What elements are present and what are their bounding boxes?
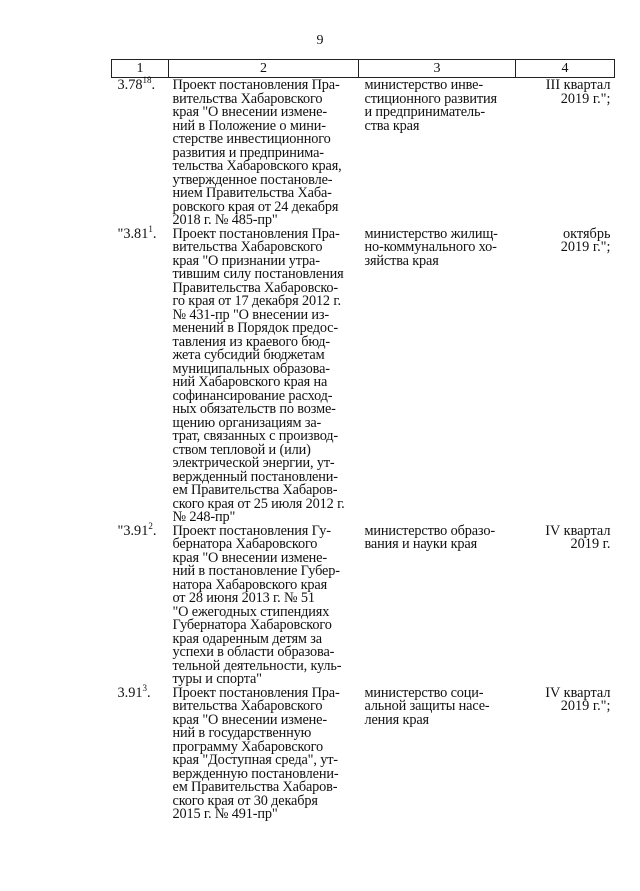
text-line: 2019 г.";: [560, 239, 611, 255]
text-line: IV квартал: [545, 522, 611, 539]
text-line: зяйства края: [364, 252, 439, 269]
text-line: № 431-пр "О внесении из-: [172, 306, 329, 323]
column-header-1: 1: [112, 60, 169, 78]
text-line: ского края от 30 декабря: [172, 792, 318, 809]
item-number: "3.81$^1$.: [117, 223, 157, 242]
table-row: [112, 78, 615, 228]
text-line: трат, связанных с производ-: [172, 428, 339, 444]
item-description: [169, 684, 359, 837]
text-line: щению организациям за-: [172, 414, 322, 431]
text-line: тившим силу постановления: [172, 266, 344, 282]
text-line: ний Хабаровского края на: [172, 374, 328, 390]
text-line: софинансирование расход-: [172, 387, 333, 404]
text-line: ний в постановление Губер-: [172, 563, 340, 579]
text-line: тельства Хабаровского края,: [172, 158, 342, 174]
text-line: вительства Хабаровского: [172, 239, 323, 255]
item-description: [169, 78, 359, 228]
text-line: края "Доступная среда", ут-: [172, 752, 338, 768]
text-line: края "О внесении измене-: [172, 711, 327, 728]
text-line: менений в Порядок предос-: [172, 320, 338, 336]
item-deadline: [516, 225, 615, 525]
item-department: [359, 78, 516, 228]
column-header-2: 2: [169, 60, 359, 78]
text-line: туры и спорта": [172, 671, 262, 687]
text-line: нием Правительства Хаба-: [172, 185, 332, 201]
text-line: от 28 июня 2013 г. № 51: [172, 590, 315, 606]
text-line: министерство инве-: [364, 77, 483, 93]
text-line: ством тепловой и (или): [172, 441, 311, 458]
text-line: стерстве инвестиционного: [172, 131, 331, 147]
text-line: натора Хабаровского края: [172, 576, 328, 593]
text-line: "О ежегодных стипендиях: [172, 603, 330, 620]
text-line: электрической энергии, ут-: [172, 455, 335, 471]
text-line: вания и науки края: [364, 536, 477, 552]
text-line: муниципальных образова-: [172, 360, 330, 377]
text-line: Проект постановления Пра-: [172, 225, 340, 242]
text-line: 2019 г.";: [560, 698, 611, 714]
item-number: 3.78$^{18}$.: [117, 75, 156, 93]
text-line: программу Хабаровского: [172, 738, 323, 755]
text-line: Проект постановления Пра-: [172, 77, 340, 93]
item-department: [359, 225, 516, 525]
item-department: [359, 522, 516, 687]
text-line: министерство образо-: [364, 522, 495, 539]
text-line: го края от 17 декабря 2012 г.: [172, 293, 341, 309]
text-line: III квартал: [545, 77, 611, 93]
text-line: вержденную постановлени-: [172, 765, 339, 782]
text-line: и предприниматель-: [364, 104, 485, 120]
text-line: края "О внесении измене-: [172, 549, 327, 566]
text-line: тельной деятельности, куль-: [172, 657, 342, 674]
text-line: альной защиты насе-: [364, 698, 490, 714]
item-description: [169, 225, 359, 525]
text-line: ем Правительства Хабаров-: [172, 482, 338, 498]
text-line: Правительства Хабаровско-: [172, 279, 339, 296]
text-line: Губернатора Хабаровского: [172, 617, 332, 633]
table-row: [112, 687, 615, 837]
text-line: ского края от 25 июля 2012 г.: [172, 495, 345, 512]
text-line: Проект постановления Гу-: [172, 522, 331, 539]
text-line: вержденный постановлени-: [172, 468, 338, 485]
column-header-4: 4: [516, 60, 615, 78]
table-row: [112, 525, 615, 687]
text-line: ления края: [364, 711, 429, 728]
text-line: министерство соци-: [364, 684, 484, 701]
text-line: 2018 г. № 485-пр": [172, 212, 278, 228]
item-description: [169, 522, 359, 687]
text-line: ных обязательств по возме-: [172, 401, 336, 417]
text-line: ства края: [364, 117, 420, 134]
text-line: бернатора Хабаровского: [172, 536, 318, 552]
text-line: Проект постановления Пра-: [172, 684, 340, 701]
text-line: ровского края от 24 декабря: [172, 198, 339, 215]
item-department: [359, 684, 516, 837]
text-line: стиционного развития: [364, 90, 497, 107]
text-line: края "О внесении измене-: [172, 104, 327, 120]
text-line: октябрь: [563, 225, 611, 242]
item-number: "3.91$^2$.: [117, 520, 157, 539]
text-line: тавления из краевого бюд-: [172, 333, 330, 350]
page-number: 9: [316, 33, 324, 48]
column-header-3: 3: [359, 60, 516, 78]
table-row: [112, 228, 615, 525]
text-line: края одаренным детям за: [172, 630, 322, 647]
item-deadline: [516, 78, 615, 228]
text-line: развития и предпринима-: [172, 144, 324, 161]
text-line: 2019 г.";: [560, 90, 611, 107]
item-deadline: [516, 684, 615, 837]
table-header-row: [112, 60, 615, 78]
text-line: № 248-пр": [172, 509, 236, 525]
text-line: ний в государственную: [172, 725, 312, 741]
text-line: 2019 г.: [570, 536, 611, 552]
text-line: 2015 г. № 491-пр": [172, 806, 278, 822]
text-line: IV квартал: [545, 684, 611, 701]
item-number: 3.91$^3$.: [117, 682, 151, 701]
text-line: вительства Хабаровского: [172, 90, 323, 107]
text-line: ем Правительства Хабаров-: [172, 779, 338, 795]
text-line: министерство жилищ-: [364, 225, 498, 242]
text-line: края "О признании утра-: [172, 252, 320, 269]
text-line: вительства Хабаровского: [172, 698, 323, 714]
schedule-table: [111, 59, 615, 837]
item-deadline: [516, 522, 615, 687]
text-line: утвержденное постановле-: [172, 171, 333, 188]
text-line: ний в Положение о мини-: [172, 117, 326, 134]
text-line: успехи в области образова-: [172, 644, 335, 660]
text-line: но-коммунального хо-: [364, 239, 497, 255]
text-line: жета субсидий бюджетам: [172, 347, 325, 363]
